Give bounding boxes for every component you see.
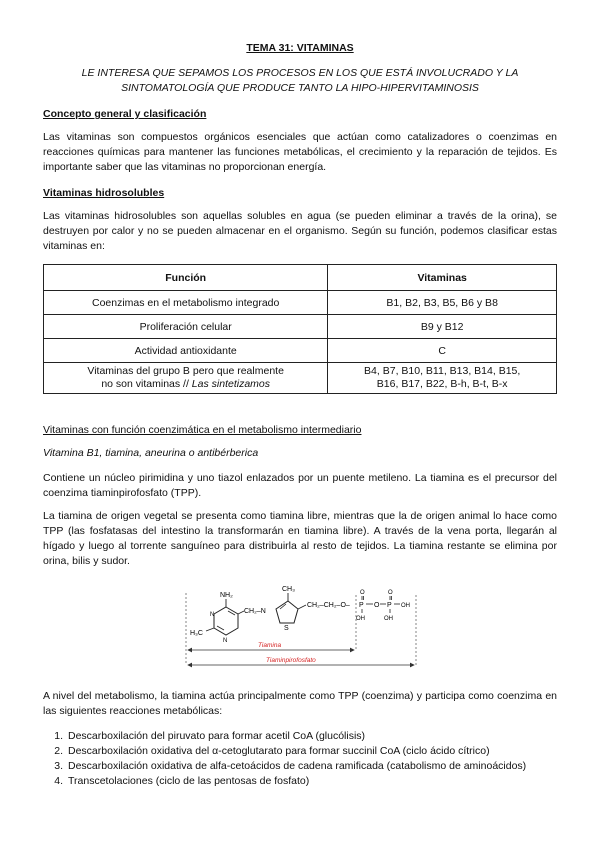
table-cell-vitaminas [328, 363, 557, 394]
table-cell-vitaminas: B1, B2, B3, B5, B6 y B8 [328, 291, 557, 315]
list-item: 1. Descarboxilación del piruvato para formar acetil CoA (glucólisis) [54, 730, 366, 742]
table-row [44, 363, 557, 394]
page-title: TEMA 31: VITAMINAS [246, 42, 354, 54]
heading-concepto-general: Concepto general y clasificación [43, 108, 207, 120]
table-header-funcion: Función [44, 265, 328, 291]
list-item: 4. Transcetolaciones (ciclo de las pentosas de fosfato) [54, 775, 310, 787]
ring-n2-label: N [223, 638, 228, 644]
phosphate-oh1-label: OH [356, 616, 365, 622]
table-cell-vitaminas: C [328, 339, 557, 363]
phosphate-p1-label: P [359, 602, 364, 609]
paragraph-tiamina-origen: La tiamina de origen vegetal se presenta como tiamina libre, mientras que la de origen animal lo hace como TPP (las fosfatasas del intestino la transformarán en tiamina libre). A través de la vena porta, llegarán al hígado y luego al torrente sanguíneo para distribuirla al resto de tejidos. La tiamina restante se elimina por orina, bilis y sudor. [43, 510, 557, 567]
paragraph-concepto-general: Las vitaminas son compuestos orgánicos esenciales que actúan como catalizadores o coenzimas en reacciones químicas para mantener las funciones metabólicas, el crecimiento y la reparación de tejidos. Es importante saber que las vitaminas no proporcionan energía. [43, 131, 557, 173]
paragraph-tiamina-estructura: Contiene un núcleo pirimidina y uno tiazol enlazados por un puente metileno. La tiamina es el precursor del coenzima tiaminpirofosfato (TPP). [43, 472, 557, 499]
cell-line: Vitaminas del grupo B pero que realmente [87, 365, 284, 377]
phosphate-link-o-label: O [374, 602, 380, 609]
vitamin-classification-table [43, 264, 557, 394]
subheading-vitamina-b1: Vitamina B1, tiamina, aneurina o antibérberica [43, 447, 259, 459]
table-row [44, 339, 557, 363]
reactions-list [43, 729, 557, 789]
phosphate-o1-label: O [360, 590, 365, 596]
table-cell-vitaminas: B9 y B12 [328, 315, 557, 339]
list-item: 3. Descarboxilación oxidativa de alfa-cetoácidos de cadena ramificada (catabolismo de aminoácidos) [54, 760, 527, 772]
tpp-label: Tiaminpirofosfato [266, 657, 316, 664]
phosphate-p2-label: P [387, 602, 392, 609]
cell-line: no son vitaminas // [101, 378, 192, 390]
table-header-row [44, 265, 557, 291]
table-header-vitaminas: Vitaminas [328, 265, 557, 291]
thiazole-s-label: S [284, 625, 289, 632]
table-cell-funcion: Actividad antioxidante [44, 339, 328, 363]
ring-n1-label: N [210, 612, 215, 618]
tiamina-label: Tiamina [258, 642, 282, 649]
pyrimidine-ring [214, 607, 238, 635]
table-row [44, 315, 557, 339]
ch3-top-label: CH₃ [282, 586, 295, 593]
cell-line: B4, B7, B10, B11, B13, B14, B15, [364, 365, 521, 377]
list-item: 2. Descarboxilación oxidativa del α-cetoglutarato para formar succinil CoA (ciclo ácido cítrico) [54, 745, 490, 757]
table-cell-funcion [44, 363, 328, 394]
table-cell-funcion: Proliferación celular [44, 315, 328, 339]
nh2-label: NH₂ [220, 592, 233, 599]
phosphate-o2-label: O [388, 590, 393, 596]
cell-line: B16, B17, B22, B-h, B-t, B-x [376, 378, 508, 390]
ch2-bridge-label: CH₂–N [244, 608, 266, 615]
heading-vitaminas-hidrosolubles: Vitaminas hidrosolubles [43, 187, 165, 199]
paragraph-tiamina-metabolismo: A nivel del metabolismo, la tiamina actúa principalmente como TPP (coenzima) y participa como coenzima en las siguientes reacciones metabólicas: [43, 690, 557, 717]
phosphate-oh2-label: OH [384, 616, 393, 622]
thiazole-ring [276, 601, 298, 623]
ch3-ring-label: H₃C [190, 630, 203, 637]
table-cell-funcion: Coenzimas en el metabolismo integrado [44, 291, 328, 315]
table-row [44, 291, 557, 315]
cell-line-italic: Las sintetizamos [191, 378, 270, 390]
paragraph-vitaminas-hidrosolubles: Las vitaminas hidrosolubles son aquellas solubles en agua (se pueden eliminar a través de la orina), se destruyen por calor y no se pueden almacenar en el organismo. Según su función, podemos clasificar estas vitaminas en: [43, 210, 557, 252]
heading-funcion-coenzimatica: Vitaminas con función coenzimática en el metabolismo intermediario [43, 424, 362, 436]
thiamine-structure-diagram [180, 583, 428, 673]
ethyl-chain-label: CH₂–CH₂–O– [307, 602, 350, 609]
phosphate-oh3-label: OH [401, 603, 410, 609]
page-subtitle: LE INTERESA QUE SEPAMOS LOS PROCESOS EN LOS QUE ESTÁ INVOLUCRADO Y LA SINTOMATOLOGÍA QUE PRODUCE TANTO LA HIPO-HIPERVITAMINOSIS [81, 67, 519, 94]
